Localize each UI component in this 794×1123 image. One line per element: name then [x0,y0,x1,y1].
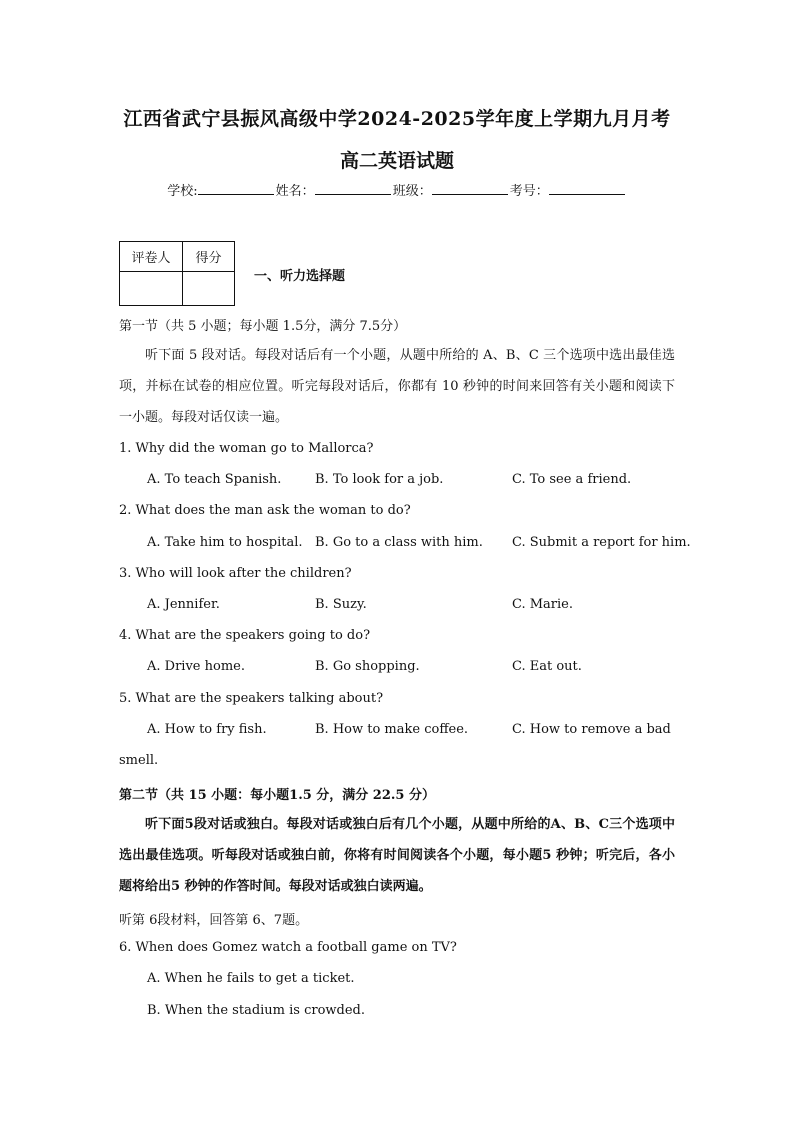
grader-box [119,241,235,306]
question-5-option-c: C. How to remove a bad [512,722,671,737]
question-6-option-b: B. When the stadium is crowded. [147,1003,366,1018]
reviewer-header: 评卷人 [120,242,183,272]
school-label: 学校: [167,184,198,199]
section1-instructions: 听下面 5 段对话。每段对话后有一个小题，从题中所给的 A、B、C 三个选项中选出最佳选项，并标在试卷的相应位置。听完每段对话后，你都有 10 秒钟的时间来回答有关小题和阅读下一小题。每段对话仅读一遍。 [119,348,675,425]
number-blank[interactable] [549,182,625,195]
question-3-option-a: A. Jennifer. [147,597,220,612]
part-title: 一、听力选择题 [254,269,346,284]
question-2-option-c: C. Submit a report for him. [512,535,691,550]
question-4-option-c: C. Eat out. [512,659,582,674]
score-cell [183,272,235,306]
question-3-stem: 3. Who will look after the children? [119,566,352,581]
section2-instructions: 听下面5段对话或独白。每段对话或独白后有几个小题，从题中所给的A、B、C三个选项中选出最佳选项。听每段对话或独白前，你将有时间阅读各个小题，每小题5 秒钟；听完后，各小题将给出5 秒钟的作答时间。每段对话或独白读两遍。 [119,817,675,894]
section1-heading: 第一节（共 5 小题；每小题 1.5分，满分 7.5分） [119,319,407,334]
question-5-stem: 5. What are the speakers talking about? [119,691,384,706]
question-5-option-a: A. How to fry fish. [147,722,267,737]
question-5-option-b: B. How to make coffee. [315,722,469,737]
score-header: 得分 [183,242,235,272]
school-blank[interactable] [198,182,274,195]
material-note: 听第 6段材料，回答第 6、7题。 [119,913,309,928]
name-label: 姓名： [275,184,315,199]
question-4-option-a: A. Drive home. [147,659,245,674]
number-label: 考号： [509,184,549,199]
class-blank[interactable] [432,182,508,195]
question-1-stem: 1. Why did the woman go to Mallorca? [119,441,374,456]
question-2-option-b: B. Go to a class with him. [315,535,483,550]
question-4-stem: 4. What are the speakers going to do? [119,628,371,643]
section2-heading: 第二节（共 15 小题：每小题1.5 分，满分 22.5 分） [119,788,435,803]
question-1-option-a: A. To teach Spanish. [147,472,282,487]
question-3-option-b: B. Suzy. [315,597,367,612]
question-6-stem: 6. When does Gomez watch a football game on TV? [119,940,457,955]
question-1-option-b: B. To look for a job. [315,472,444,487]
student-info-line [0,180,794,199]
question-5-option-c-continued: smell. [119,753,159,768]
question-3-option-c: C. Marie. [512,597,574,612]
question-4-option-b: B. Go shopping. [315,659,420,674]
name-blank[interactable] [315,182,391,195]
question-2-stem: 2. What does the man ask the woman to do? [119,503,411,518]
question-2-option-a: A. Take him to hospital. [147,535,303,550]
class-label: 班级： [392,184,432,199]
reviewer-cell [120,272,183,306]
question-1-option-c: C. To see a friend. [512,472,632,487]
exam-subtitle: 高二英语试题 [339,150,454,172]
question-6-option-a: A. When he fails to get a ticket. [147,971,355,986]
exam-title: 江西省武宁县振风高级中学2024-2025学年度上学期九月月考 [123,108,671,130]
